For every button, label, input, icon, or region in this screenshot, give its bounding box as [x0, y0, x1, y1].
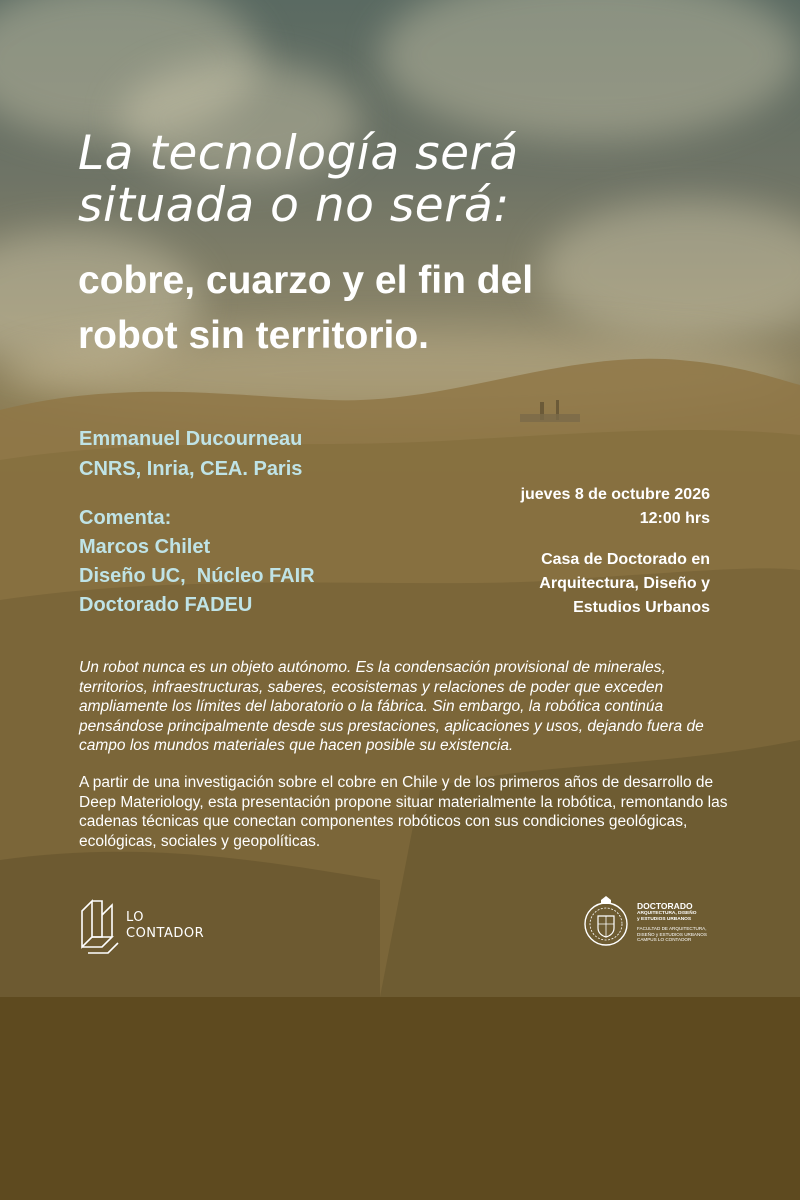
event-subtitle — [78, 253, 698, 363]
venue-line-2: Arquitectura, Diseño y — [539, 575, 710, 592]
event-info — [521, 483, 710, 620]
bottom-band — [0, 997, 800, 1200]
event-venue — [521, 548, 710, 620]
doctorado-title: DOCTORADO — [637, 901, 693, 912]
venue-line-3: Estudios Urbanos — [573, 599, 710, 616]
doctorado-faculty-2: DISEÑO y ESTUDIOS URBANOS — [637, 931, 707, 937]
commentator-label: Comenta: — [79, 507, 172, 529]
lo-contador-logo — [78, 896, 218, 956]
subtitle-line-2: robot sin territorio. — [78, 314, 429, 357]
lo-contador-line-1: LO — [126, 910, 145, 925]
event-time: 12:00 hrs — [639, 510, 710, 527]
speaker-block — [79, 424, 302, 484]
cloud — [380, 0, 800, 140]
title-line-2: situada o no será: — [78, 178, 510, 233]
lo-contador-line-2: CONTADOR — [126, 926, 205, 941]
event-title — [78, 128, 718, 232]
doctorado-sub-1: ARQUITECTURA, DISEÑO — [637, 911, 697, 917]
speaker-name: Emmanuel Ducourneau — [79, 428, 303, 450]
subtitle-line-1: cobre, cuarzo y el fin del — [78, 259, 534, 302]
venue-line-1: Casa de Doctorado en — [541, 551, 710, 568]
commentator-affiliation-2: Doctorado FADEU — [79, 594, 253, 616]
event-date: jueves 8 de octubre 2026 — [520, 486, 710, 503]
commentator-block — [79, 504, 315, 620]
commentator-name: Marcos Chilet — [79, 536, 211, 558]
abstract-paragraph-2: A partir de una investigación sobre el cobre en Chile y de los primeros años de desarrollo de Deep Materiology, esta presentación propone situar materialmente la robótica, remontando las cadenas técnicas que conectan componentes robóticos con sus condiciones geológicas, ecológicas, sociales y geopolíticas. — [79, 774, 728, 850]
commentator-affiliation-1: Diseño UC, Núcleo FAIR — [79, 565, 315, 587]
doctorado-faculty-1: FACULTAD DE ARQUITECTURA, — [637, 926, 707, 932]
lo-contador-logo-icon — [78, 897, 122, 955]
uc-seal-icon — [583, 894, 629, 950]
doctorado-faculty-3: CAMPUS LO CONTADOR — [637, 937, 692, 943]
title-line-1: La tecnología será — [78, 126, 519, 181]
doctorado-sub-2: y ESTUDIOS URBANOS — [637, 917, 692, 923]
doctorado-logo — [583, 892, 723, 952]
abstract-paragraph-1: Un robot nunca es un objeto autónomo. Es la condensación provisional de minerales, territorios, infraestructuras, saberes, ecosistemas y relaciones de poder que exceden ampliamente los límites del laboratorio o la fábrica. Sin embargo, la robótica continúa pensándose principalmente desde sus prestaciones, aplicaciones y usos, dejando fuera de campo los mundos materiales que hacen posible su existencia. — [79, 659, 704, 754]
speaker-affiliation: CNRS, Inria, CEA. Paris — [79, 458, 303, 480]
